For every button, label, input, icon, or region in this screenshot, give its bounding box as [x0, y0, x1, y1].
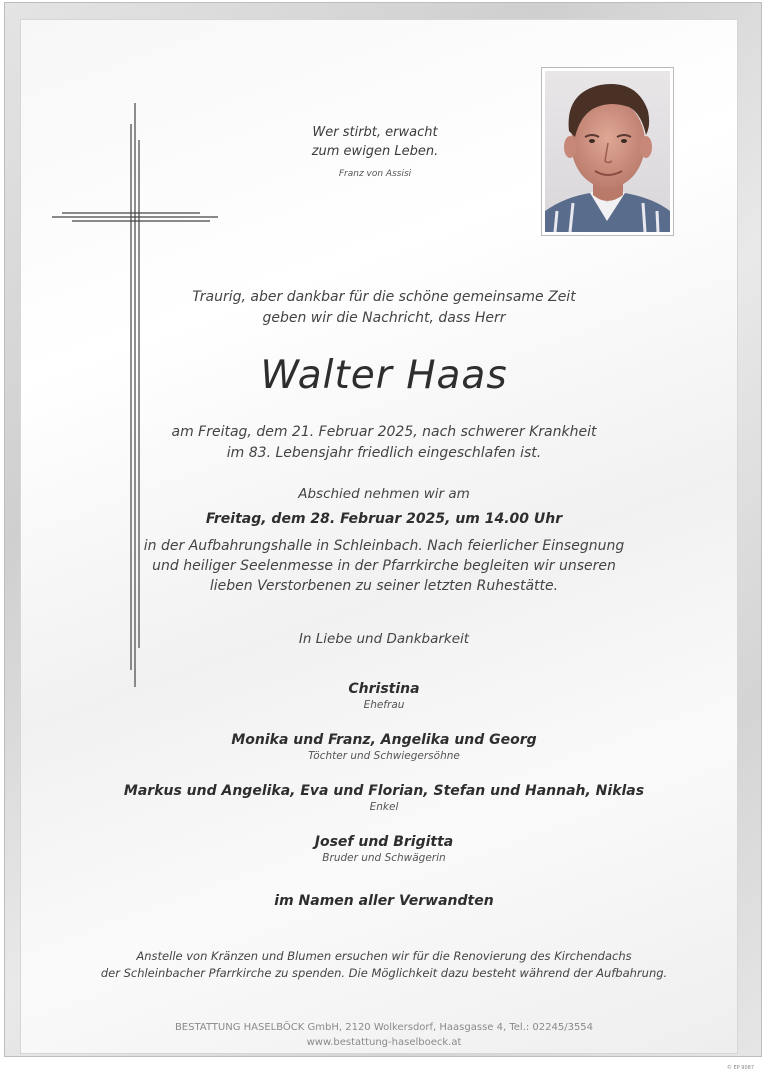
death-info — [0, 422, 768, 464]
ceremony-line-3: lieben Verstorbenen zu seiner letzten Ruhestätte. — [209, 578, 559, 594]
deceased-name: Walter Haas — [260, 353, 508, 398]
mourner-relation: Bruder und Schwägerin — [322, 852, 446, 864]
quote-line-1: Wer stirbt, erwacht — [312, 125, 438, 140]
footer-address: BESTATTUNG HASELBÖCK GmbH, 2120 Wolkersdorf, Haasgasse 4, Tel.: 02245/3554 — [174, 1022, 594, 1033]
ceremony-line-2: und heiliger Seelenmesse in der Pfarrkirche begleiten wir unseren — [152, 558, 616, 574]
mourner-relation: Enkel — [369, 801, 399, 813]
death-line-2: im 83. Lebensjahr friedlich eingeschlafen ist. — [226, 445, 542, 461]
ceremony-details — [0, 536, 768, 596]
mourner-group — [0, 680, 768, 712]
document-code: © EP 9087 — [726, 1065, 754, 1071]
ceremony-line-1: in der Aufbahrungshalle in Schleinbach. Nach feierlicher Einsegnung — [143, 538, 625, 554]
notice-line-2: der Schleinbacher Pfarrkirche zu spenden. Die Möglichkeit dazu besteht während der Aufbahrung. — [100, 966, 668, 980]
quote-author: Franz von Assisi — [338, 169, 412, 179]
love-text: In Liebe und Dankbarkeit — [298, 631, 470, 647]
mourner-name: Markus und Angelika, Eva und Florian, Stefan und Hannah, Niklas — [123, 783, 645, 799]
footer — [0, 1020, 768, 1050]
mourner-name: Josef und Brigitta — [314, 834, 454, 850]
closing-text: im Namen aller Verwandten — [274, 893, 494, 909]
portrait-photo — [541, 67, 674, 236]
death-line-1: am Freitag, dem 21. Februar 2025, nach schwerer Krankheit — [171, 424, 597, 440]
mourner-relation: Ehefrau — [363, 699, 405, 711]
intro-line-1: Traurig, aber dankbar für die schöne gemeinsame Zeit — [192, 289, 576, 305]
mourner-relation: Töchter und Schwiegersöhne — [308, 750, 460, 762]
mourner-name: Christina — [348, 681, 420, 697]
mourner-group — [0, 731, 768, 763]
mourner-group — [0, 833, 768, 865]
intro-line-2: geben wir die Nachricht, dass Herr — [262, 310, 506, 326]
intro-text — [0, 287, 768, 329]
quote-line-2: zum ewigen Leben. — [311, 144, 439, 159]
portrait-image — [545, 71, 670, 232]
donation-notice — [0, 948, 768, 982]
farewell-text: Abschied nehmen wir am — [298, 486, 470, 502]
quote-block — [270, 123, 480, 179]
notice-line-1: Anstelle von Kränzen und Blumen ersuchen wir für die Renovierung des Kirchendachs — [136, 949, 632, 963]
mourner-name: Monika und Franz, Angelika und Georg — [231, 732, 537, 748]
footer-website[interactable]: www.bestattung-haselboeck.at — [306, 1037, 462, 1048]
ceremony-date: Freitag, dem 28. Februar 2025, um 14.00 Uhr — [205, 511, 563, 527]
mourner-group — [0, 782, 768, 814]
